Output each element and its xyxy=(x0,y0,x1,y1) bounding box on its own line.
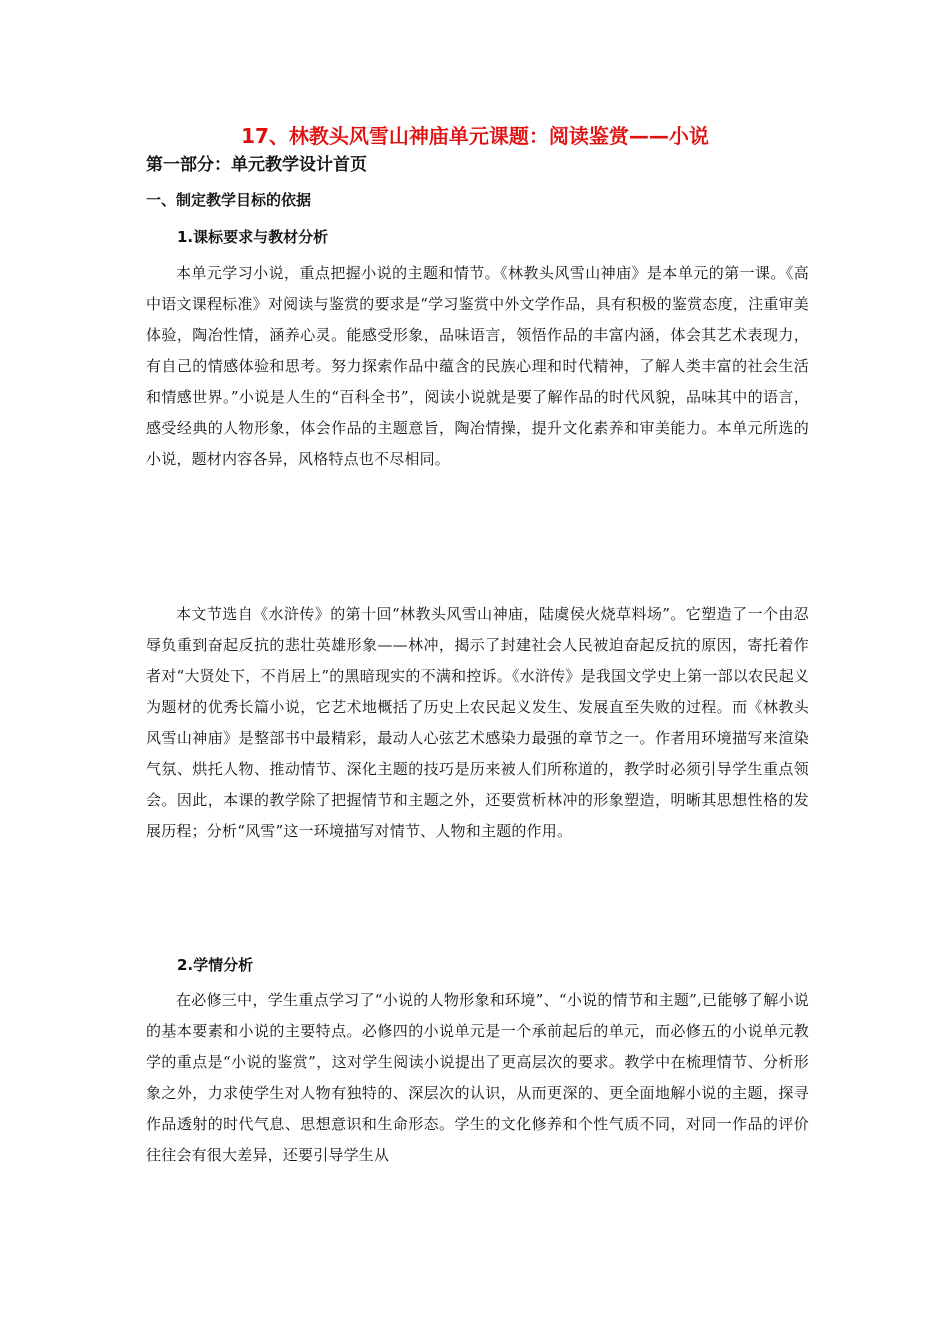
subsection-heading-student-analysis: 2.学情分析 xyxy=(177,956,254,974)
section-heading-objectives-basis: 一、制定教学目标的依据 xyxy=(146,191,312,209)
document-title: 17、林教头风雪山神庙单元课题：阅读鉴赏——小说 xyxy=(241,124,709,148)
part-heading: 第一部分：单元教学设计首页 xyxy=(146,155,367,175)
paragraph-student-analysis: 在必修三中，学生重点学习了“小说的人物形象和环境”、“小说的情节和主题”,已能够了解小说的基本要素和小说的主要特点。必修四的小说单元是一个承前起后的单元，而必修五的小说单元教学的重点是“小说的鉴赏”，这对学生阅读小说提出了更高层次的要求。教学中在梳理情节、分析形象之外，力求使学生对人物有独特的、深层次的认识，从而更深的、更全面地解小说的主题，探寻作品透射的时代气息、思想意识和生命形态。学生的文化修养和个性气质不同，对同一作品的评价往往会有很大差异，还要引导学生从 xyxy=(146,991,809,1164)
subsection-heading-curriculum: 1.课标要求与教材分析 xyxy=(177,228,329,246)
paragraph-text-analysis: 本文节选自《水浒传》的第十回“林教头风雪山神庙，陆虞侯火烧草料场”。它塑造了一个由忍辱负重到奋起反抗的悲壮英雄形象——林冲，揭示了封建社会人民被迫奋起反抗的原因，寄托着作者对“大贤处下，不肖居上”的黑暗现实的不满和控诉。《水浒传》是我国文学史上第一部以农民起义为题材的优秀长篇小说，它艺术地概括了历史上农民起义发生、发展直至失败的过程。而《林教头风雪山神庙》是整部书中最精彩，最动人心弦艺术感染力最强的章节之一。作者用环境描写来渲染气氛、烘托人物、推动情节、深化主题的技巧是历来被人们所称道的，教学时必须引导学生重点领会。因此，本课的教学除了把握情节和主题之外，还要赏析林冲的形象塑造，明晰其思想性格的发展历程；分析“风雪”这一环境描写对情节、人物和主题的作用。 xyxy=(146,605,809,840)
paragraph-unit-overview: 本单元学习小说，重点把握小说的主题和情节。《林教头风雪山神庙》是本单元的第一课。《高中语文课程标准》对阅读与鉴赏的要求是“学习鉴赏中外文学作品，具有积极的鉴赏态度，注重审美体验，陶冶性情，涵养心灵。能感受形象，品味语言，领悟作品的丰富内涵，体会其艺术表现力，有自己的情感体验和思考。努力探索作品中蕴含的民族心理和时代精神，了解人类丰富的社会生活和情感世界。”小说是人生的“百科全书”，阅读小说就是要了解作品的时代风貌，品味其中的语言，感受经典的人物形象，体会作品的主题意旨，陶冶情操，提升文化素养和审美能力。本单元所选的小说，题材内容各异，风格特点也不尽相同。 xyxy=(146,264,809,468)
